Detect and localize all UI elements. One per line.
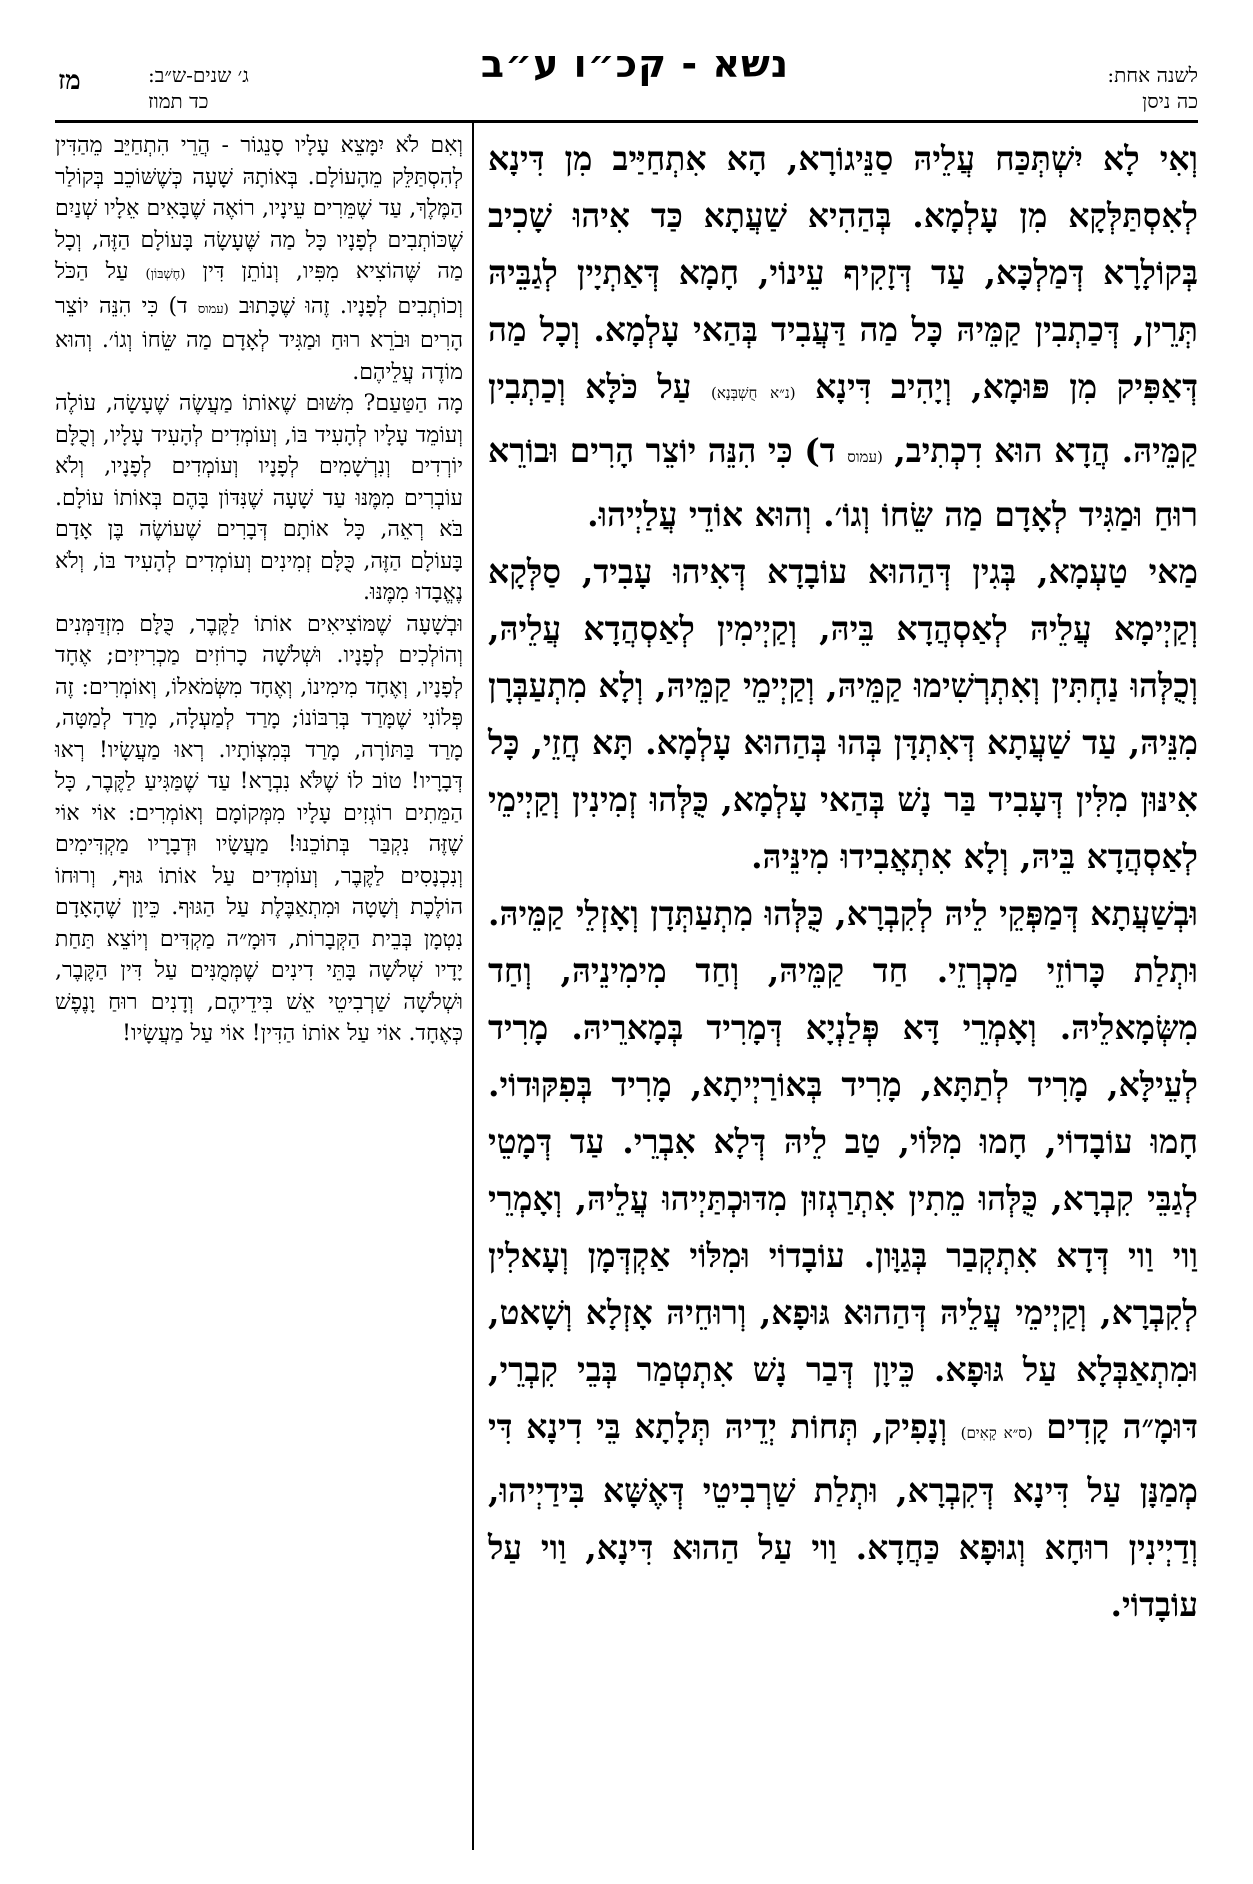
translation-paragraph-3-text: וּבְשָׁעָה שֶׁמּוֹצִיאִים אוֹתוֹ לַקֶּבֶר, כֻּלָּם מִזְדַּמְּנִים וְהוֹלְכִים לְפָנָיו. וּשְׁלֹשָׁה כָרוֹזִים מַכְרִיזִים; אֶחָד לְפָנָיו, וְאֶחָד מִימִינוֹ, וְאֶחָד מִשְּׂמֹאלוֹ, וְאוֹמְרִים: זֶה פְּלוֹנִי שֶׁמָּרַד בְּרִבּוֹנוֹ; מָרַד לְמַעְלָה, מָרַד לְמַטָּה, מָרַד בַּתּוֹרָה, מָרַד בְּמִצְוֹתָיו. רְאוּ מַעֲשָׂיו! רְאוּ דְּבָרָיו! טוֹב לוֹ שֶׁלֹּא נִבְרָא! עַד שֶׁמַּגִּיעַ לַקֶּבֶר, כָּל הַמֵּתִים רוֹגְזִים עָלָיו מִמְּקוֹמָם וְאוֹמְרִים: אוֹי אוֹי שֶׁזֶּה נִקְבַּר בְּתוֹכֵנוּ! מַעֲשָׂיו וּדְבָרָיו מַקְדִּימִים וְנִכְנָסִים לַקֶּבֶר, וְעוֹמְדִים עַל אוֹתוֹ גּוּף, וְרוּחוֹ הוֹלֶכֶת וְשָׁטָה וּמִתְאַבֶּלֶת עַל הַגּוּף. כֵּיוָן שֶׁהָאָדָם נִטְמָן בְּבֵית הַקְּבָרוֹת, דּוּמָ״ה מַקְדִּים וְיוֹצֵא תַּחַת יָדָיו שְׁלֹשָׁה בָּתֵּי דִינִים שֶׁמְּמֻנִּים עַל דִּין הַקֶּבֶר, וּשְׁלֹשָׁה שַׁרְבִיטֵי אֵשׁ בִּידֵיהֶם, וְדָנִים רוּחַ וָנֶפֶשׁ כְּאֶחָד. אוֹי עַל אוֹתוֹ הַדִּין! אוֹי עַל מַעֲשָׂיו!: [55, 611, 463, 1046]
header-right-reading-schedule: [958, 62, 1198, 114]
main-paragraph-3: [488, 885, 1198, 1633]
translation-paragraph-1-text: וְאִם לֹא יִמָּצֵא עָלָיו סָנֵגוֹר - הֲרֵי הִתְחַיֵּב מֵהַדִּין לְהִסְתַּלֵּק מֵהָעוֹלָם. בְּאוֹתָהּ שָׁעָה כְּשֶׁשּׁוֹכֵב בְּקוֹלַר הַמֶּלֶךְ, עַד שֶׁמֵּרִים עֵינָיו, רוֹאֶה שֶׁבָּאִים אֵלָיו שְׁנַיִם שֶׁכּוֹתְבִים לְפָנָיו כָּל מַה שֶּׁעָשָׂה בָּעוֹלָם הַזֶּה, וְכָל מַה שֶּׁהוֹצִיא מִפִּיו, וְנוֹתֵן דִּין: [55, 133, 463, 284]
main-text-column: [488, 130, 1198, 1633]
translation-paragraph-2-text: מָה הַטַּעַם? מִשּׁוּם שֶׁאוֹתוֹ מַעֲשֶׂה שֶׁעָשָׂה, עוֹלֶה וְעוֹמֵד עָלָיו לְהָעִיד בּוֹ, וְעוֹמְדִים לְהָעִיד עָלָיו, וְכֻלָּם יוֹרְדִים וְנִרְשָׁמִים לְפָנָיו וְעוֹמְדִים לְפָנָיו, וְלֹא עוֹבְרִים מִמֶּנּוּ עַד שָׁעָה שֶׁנִּדּוֹן בָּהֶם בְּאוֹתוֹ עוֹלָם. בֹּא רְאֵה, כָּל אוֹתָם דְּבָרִים שֶׁעוֹשֶׂה בֶּן אָדָם בָּעוֹלָם הַזֶּה, כֻּלָּם זְמִינִים וְעוֹמְדִים לְהָעִיד בּוֹ, וְלֹא נֶאֱבָדוּ מִמֶּנּוּ.: [55, 391, 463, 605]
main-paragraph-1-text-3: ד) כִּי הִנֵּה יוֹצֵר הָרִים וּבוֹרֵא רוּחַ וּמַגִּיד לְאָדָם מַה שֵּׂחוֹ וְגוֹ׳. וְהוּא אוֹדֵי עֲלַיְיהוּ.: [488, 431, 1198, 534]
main-paragraph-3-text-2: וְנָפִיק, תְּחוֹת יְדֵיהּ תְּלָתָא בֵּי דִינָא דִּי מְמַנָּן עַל דִּינָא דְּקִבְרָא, וּתְלַת שַׁרְבִיטֵי דְּאֶשָּׁא בִּידַיְיהוּ, וְדַיְינִין רוּחָא וְגוּפָא כַּחֲדָא. וַוי עַל הַהוּא דִּינָא, וַוי עַל עוֹבָדוֹי.: [488, 1407, 1198, 1624]
header-right-line1: לשנה אחת:: [1107, 63, 1198, 87]
main-paragraph-1-text: וְאִי לָא יִשְׁתְּכַּח עֲלֵיהּ סַנֵּיגוֹרָא, הָא אִתְחַיַּיב מִן דִּינָא לְאִסְתַּלְּקָא מִן עָלְמָא. בְּהַהִיא שַׁעֲתָא כַּד אִיהוּ שָׁכִיב בְּקוֹלָרָא דְּמַלְכָּא, עַד דְּזָקִיף עֵינוֹי, חָמָא דְּאַתְיָין לְגַבֵּיהּ תְּרֵין, דְּכַתְבִין קַמֵּיהּ כָּל מַה דַּעֲבִיד בְּהַאי עָלְמָא. וְכָל מַה דְּאַפִּיק מִן פּוּמָא, וְיָהִיב דִּינָא: [488, 139, 1198, 406]
main-paragraph-3-variant-note: (ס״א קָאִים): [960, 1424, 1033, 1442]
main-paragraph-2: [488, 543, 1198, 885]
column-divider: [472, 120, 474, 1850]
translation-column: [55, 130, 463, 1050]
header-left-reading-schedule: [148, 62, 388, 114]
translation-paragraph-1-text-2: עַל הַכֹּל וְכוֹתְבִים לְפָנָיו. זֶהוּ שֶׁכָּתוּב: [55, 259, 464, 319]
translation-paragraph-1-text-3: ד) כִּי הִנֵּה יוֹצֵר הָרִים וּבֹרֵא רוּחַ וּמַגִּיד לְאָדָם מַה שֵּׂחוֹ וְגוֹ׳. וְהוּא מוֹדֶה עֲלֵיהֶם.: [55, 293, 463, 385]
header-right-line2: כה ניסן: [1142, 89, 1198, 113]
translation-paragraph-1-variant-note: (חֶשְׁבּוֹן): [145, 267, 186, 282]
main-paragraph-1-text-2: עַל כֹּלָּא וְכַתְבִין קַמֵּיהּ. הֲדָא הוּא דִכְתִיב,: [488, 367, 1198, 470]
main-paragraph-1-variant-note: (נ״א חֻשְׁבְּנָא): [710, 384, 796, 402]
header-divider: [55, 120, 1198, 123]
page-number: מז: [58, 66, 81, 96]
translation-paragraph-1-source-note: (עמוס: [197, 301, 229, 317]
main-paragraph-3-text: וּבְשַׁעֲתָא דְּמַפְּקֵי לֵיהּ לְקִבְרָא, כֻּלְּהוּ מִתְעַתְּדָן וְאָזְלֵי קַמֵּיהּ. וּתְלַת כָּרוֹזֵי מַכְרְזֵי. חַד קַמֵּיהּ, וְחַד מִימִינֵיהּ, וְחַד מִשְּׂמָאלֵיהּ. וְאָמְרֵי דָּא פְּלַנְיָא דְּמָרִיד בְּמָארֵיהּ. מָרִיד לְעֵילָּא, מָרִיד לְתַתָּא, מָרִיד בְּאוֹרַיְיתָא, מָרִיד בְּפִקּוּדוֹי. חָמוּ עוֹבָדוֹי, חָמוּ מִלּוֹי, טַב לֵיהּ דְּלָא אִבְרֵי. עַד דְּמָטֵי לְגַבֵּי קִבְרָא, כֻּלְּהוּ מֵתִין אִתְרַגְזוּן מִדּוּכְתַּיְיהוּ עֲלֵיהּ, וְאָמְרֵי וַוי וַוי דְּדָא אִתְקְבַר בְּגַוָּון. עוֹבָדוֹי וּמִלּוֹי אַקְדְּמָן וְעָאלִין לְקִבְרָא, וְקַיְימֵי עֲלֵיהּ דְּהַהוּא גּוּפָא, וְרוּחֵיהּ אָזְלָא וְשָׁאט, וּמִתְאַבְּלָא עַל גּוּפָא. כֵּיוָן דְּבַר נָשׁ אִתְטְמַר בְּבֵי קִבְרֵי, דּוּמָ״ה קָדִים: [488, 894, 1198, 1446]
page-title: נשא - קכ״ו ע״ב: [480, 42, 790, 86]
main-paragraph-1: [488, 130, 1198, 543]
translation-paragraph-3: [55, 609, 463, 1050]
main-paragraph-1-source-note: (עמוס: [847, 448, 883, 466]
translation-paragraph-1: [55, 130, 463, 388]
header-left-line2: כד תמוז: [148, 89, 209, 113]
header-left-line1: ג׳ שנים-ש״ב:: [148, 63, 249, 87]
translation-paragraph-2: [55, 388, 463, 609]
main-paragraph-2-text: מַאי טַעְמָא, בְּגִין דְּהַהוּא עוֹבָדָא דְּאִיהוּ עָבִיד, סַלְּקָא וְקַיְימָא עֲלֵיהּ לְאַסְהֲדָא בֵּיהּ, וְקַיְימִין לְאַסְהֲדָא עֲלֵיהּ, וְכֻלְּהוּ נַחְתִּין וְאִתְרְשִׁימוּ קַמֵּיהּ, וְקַיְימֵי קַמֵּיהּ, וְלָא מִתְעַבְּרָן מִנֵּיהּ, עַד שַׁעֲתָא דְּאִתְדָּן בְּהוּ בְּהַהוּא עָלְמָא. תָּא חֲזֵי, כָּל אִינּוּן מִלִּין דְּעָבִיד בַּר נָשׁ בְּהַאי עָלְמָא, כֻּלְּהוּ זְמִינִין וְקַיְימֵי לְאַסְהֲדָא בֵּיהּ, וְלָא אִתְאֲבִידוּ מִינֵּיהּ.: [488, 552, 1198, 876]
